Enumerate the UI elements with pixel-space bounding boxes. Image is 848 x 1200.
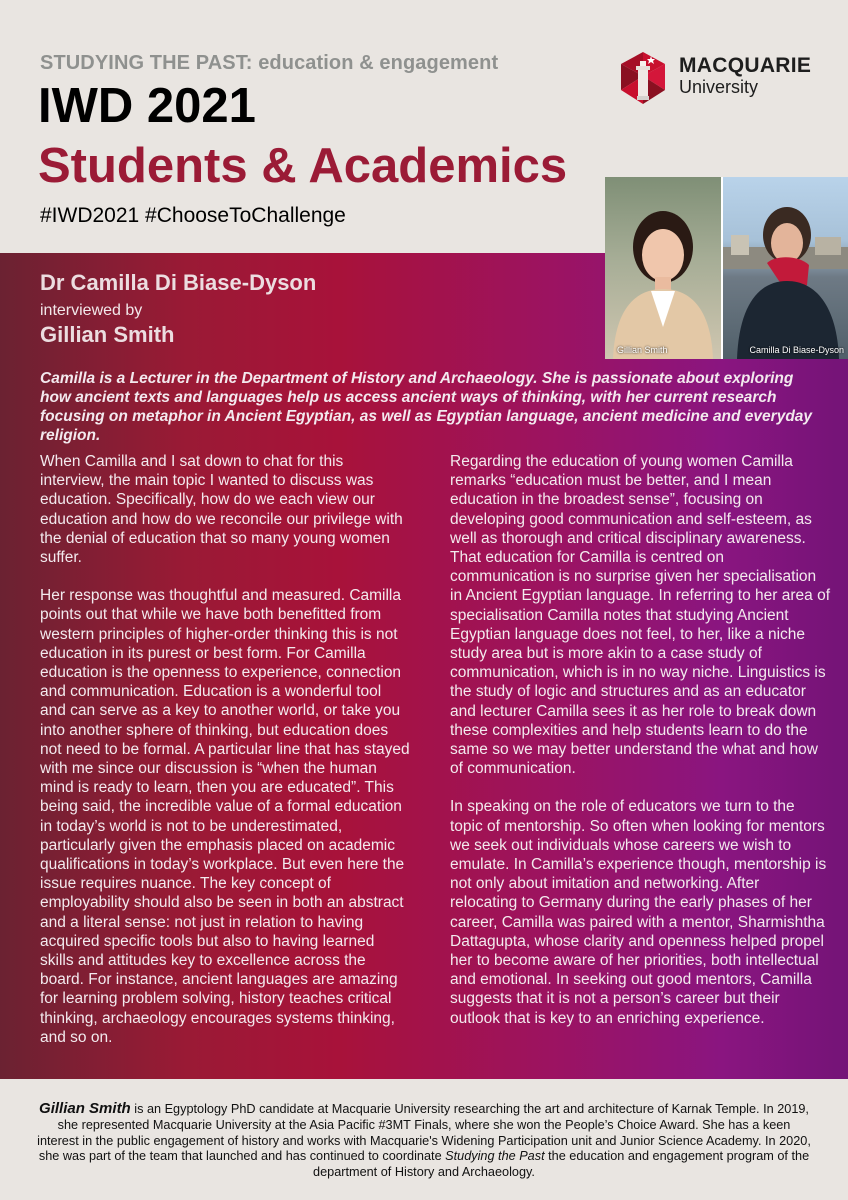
- bio-text: is an Egyptology PhD candidate at Macquarie University researching the art and architecture of Karnak Temple. In 2019, she represented Macquarie University at the Asia Pacific #3MT Finals, where she won the People’s Choice Award. She has a keen interest in the public engagement of history and works with Macquarie's Widening Participation unit and Junior Science Academy. In 2020, she was part of the team that launched and has continued to coordinate: [37, 1102, 811, 1164]
- photo-camilla: [723, 177, 848, 359]
- bio-text-end: the education and engagement program of the department of History and Archaeology.: [313, 1149, 810, 1180]
- kicker: STUDYING THE PAST: education & engagement: [40, 52, 499, 74]
- left-column: [40, 452, 410, 1066]
- photo-caption-left: Gillian Smith: [617, 345, 668, 355]
- hashtags: #IWD2021 #ChooseToChallenge: [40, 204, 346, 227]
- bio-author-name: Gillian Smith: [39, 1100, 131, 1117]
- bio-program-title: Studying the Past: [445, 1149, 545, 1164]
- macquarie-logo: [617, 50, 817, 106]
- logo-name: MACQUARIE: [679, 54, 812, 77]
- page-title: IWD 2021: [38, 79, 256, 133]
- photo-gillian-smith: [605, 177, 721, 359]
- paragraph: When Camilla and I sat down to chat for this interview, the main topic I wanted to discuss was education. Specifically, how do we each view our education and how do we reconcile our privilege with the denial of education that so many young women suffer.: [40, 453, 403, 567]
- interviewed-by-label: interviewed by: [40, 302, 143, 319]
- logo-subname: University: [679, 77, 759, 97]
- photo-caption-right: Camilla Di Biase-Dyson: [749, 345, 844, 355]
- paragraph: Her response was thoughtful and measured. Camilla points out that while we have both benefitted from western principles of higher-order thinking this is not education in its purest or best form. For Camilla education is the openness to experience, connection and communication. Education is a wonderful tool and can serve as a key to another world, or take you into another sphere of thinking, but education does not need to be formal. A particular line that has stayed with me since our discussion is “when the human mind is ready to learn, then you are educated”. This being said, the incredible value of a formal education in today’s world is not to be underestimated, particularly given the emphasis placed on academic qualifications in today’s workplace. But even here the issue requires nuance. The key concept of employability should also be seen in both an abstract and a literal sense: not just in relation to having acquired specific tools but also to having learned skills and attitudes key to excellence across the board. For instance, ancient languages are amazing for learning problem solving, history teaches critical thinking, archaeology encourages systems thinking, and so on.: [40, 587, 410, 1046]
- photo-strip: [605, 177, 848, 359]
- author-bio: [36, 1101, 812, 1181]
- interviewer-name: Gillian Smith: [40, 322, 175, 347]
- lighthouse-shield-icon: [617, 50, 669, 106]
- interviewee-name: Dr Camilla Di Biase-Dyson: [40, 270, 317, 295]
- right-column: [450, 452, 830, 1047]
- paragraph: Regarding the education of young women Camilla remarks “education must be better, and I mean education in the broadest sense”, focusing on developing good communication and self-esteem, as well as thorough and critical disciplinary awareness. That education for Camilla is centred on communication is no surprise given her specialisation in Ancient Egyptian language. In referring to her area of specialisation Camilla notes that studying Ancient Egyptian language does not feel, to her, like a niche study area but is more akin to a case study of communication, which is in no way niche. Linguistics is the study of logic and structures and as an educator and lecturer Camilla sees it as her role to break down these complexities and help students learn to do the same so we may better understand the what and how of communication.: [450, 453, 830, 778]
- intro-paragraph: Camilla is a Lecturer in the Department of History and Archaeology. She is passionate about exploring how ancient texts and languages help us access ancient ways of thinking, with her current research focusing on metaphor in Ancient Egyptian, as well as Egyptian language, ancient medicine and everyday religion.: [40, 370, 813, 444]
- paragraph: In speaking on the role of educators we turn to the topic of mentorship. So often when looking for mentors we seek out individuals whose careers we wish to emulate. In Camilla’s experience though, mentorship is not only about imitation and networking. After relocating to Germany during the early phases of her career, Camilla was paired with a mentor, Sharmishtha Dattagupta, whose clarity and openness helped propel her to become aware of her priorities, both intellectual and emotional. In seeking out good mentors, Camilla suggests that it is not a person’s career but their outlook that is key to an enriching experience.: [450, 798, 827, 1027]
- page-subtitle: Students & Academics: [38, 139, 568, 193]
